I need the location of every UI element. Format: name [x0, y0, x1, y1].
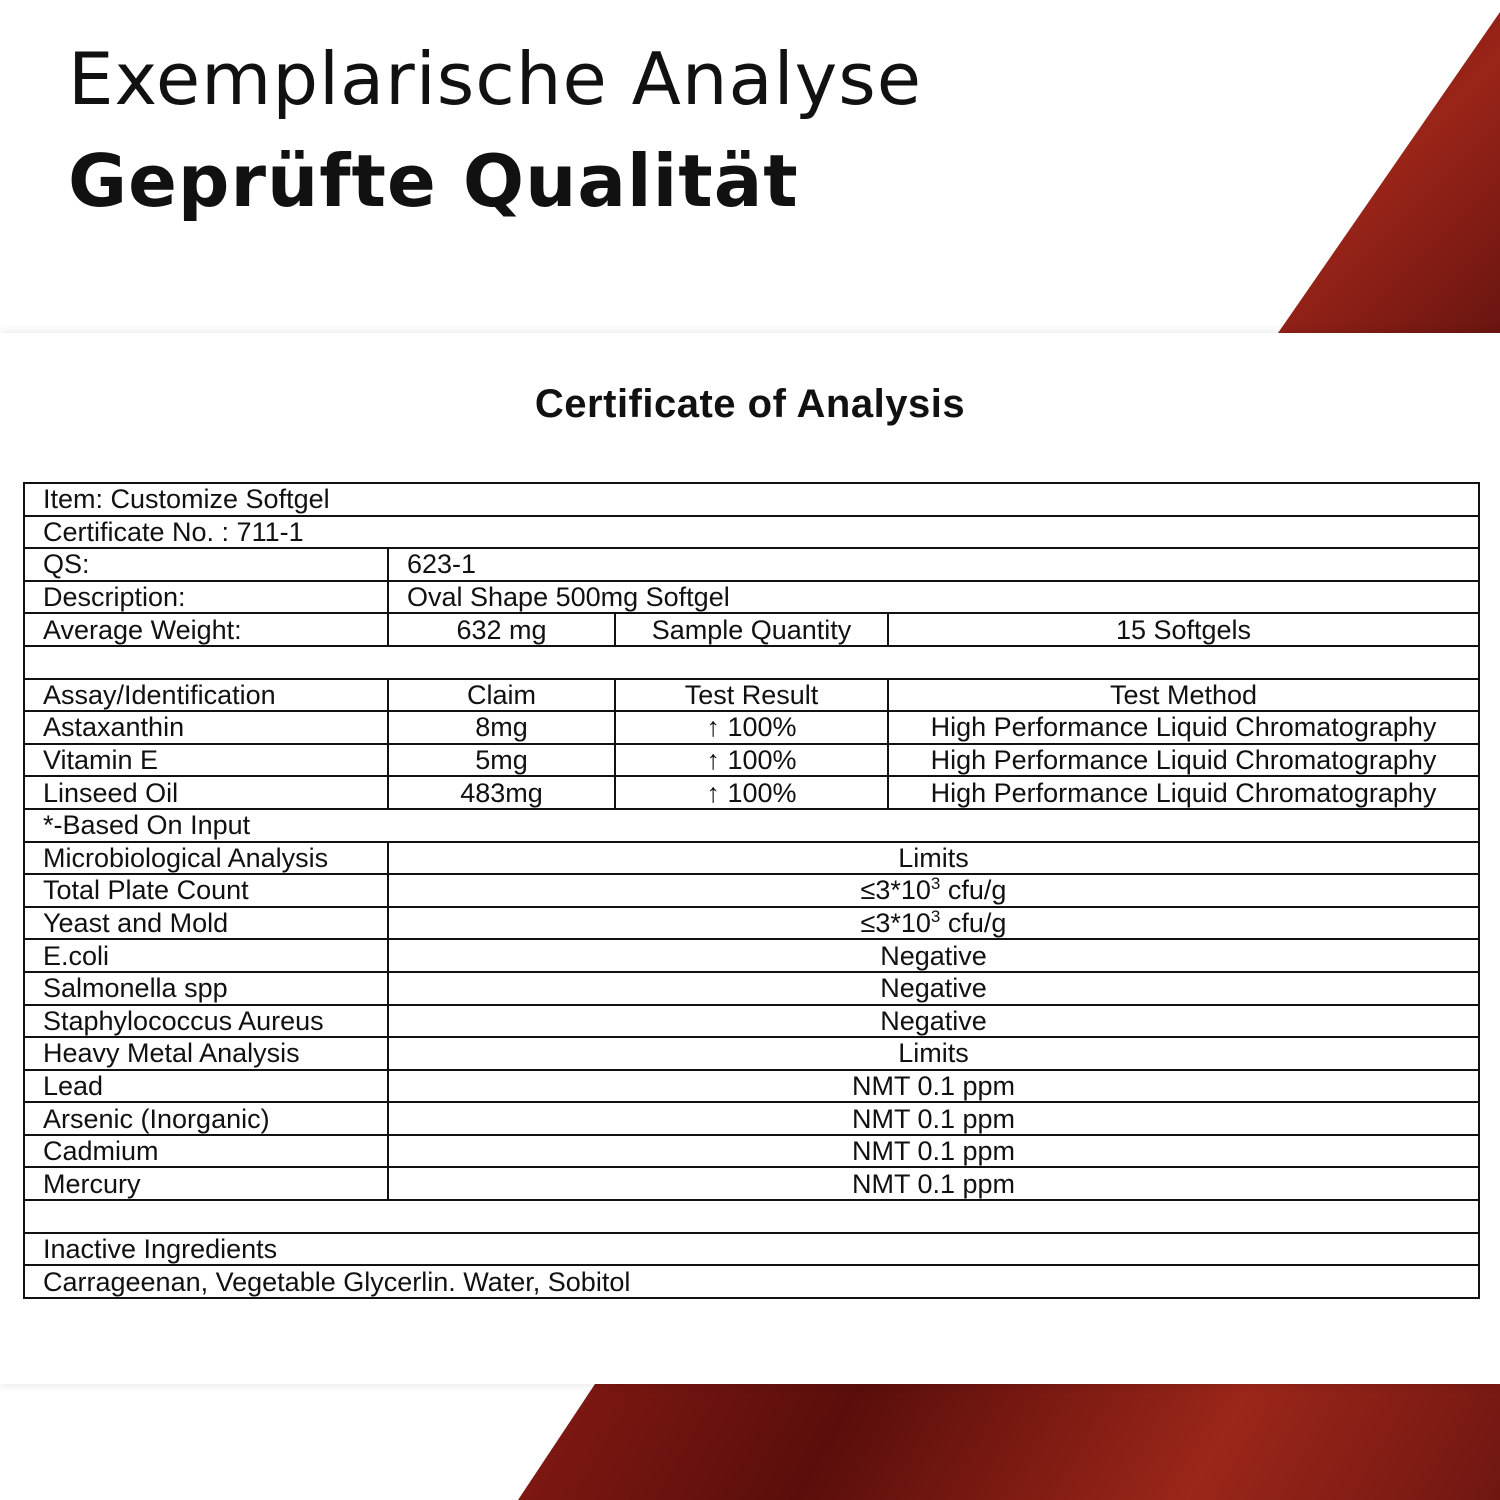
assay-claim: 5mg	[388, 744, 615, 777]
test-name: Staphylococcus Aureus	[24, 1005, 388, 1038]
header-title: Exemplarische Analyse	[68, 37, 923, 121]
metal-name: Mercury	[24, 1167, 388, 1200]
metal-limit: NMT 0.1 ppm	[388, 1135, 1479, 1168]
test-limit: $\le 3*10^3$ cfu/g	[388, 874, 1479, 907]
header-subtitle: Geprüfte Qualität	[68, 139, 799, 223]
empty-cell	[24, 1200, 1479, 1233]
assay-row	[24, 776, 1479, 809]
micro-row	[24, 972, 1479, 1005]
description-label: Description:	[24, 581, 388, 614]
empty-cell	[24, 646, 1479, 679]
heavy-row	[24, 1070, 1479, 1103]
assay-claim: 8mg	[388, 711, 615, 744]
test-name: E.coli	[24, 939, 388, 972]
micro-row	[24, 907, 1479, 940]
heavy-row	[24, 1167, 1479, 1200]
assay-row	[24, 711, 1479, 744]
assay-header-row	[24, 679, 1479, 712]
assay-result: ↑ 100%	[615, 711, 888, 744]
section-label: Heavy Metal Analysis	[24, 1037, 388, 1070]
description-value: Oval Shape 500mg Softgel	[388, 581, 1479, 614]
section-limit: Limits	[388, 842, 1479, 875]
based-on-input-note: *-Based On Input	[24, 809, 1479, 842]
micro-row	[24, 939, 1479, 972]
column-header: Test Result	[615, 679, 888, 712]
decorative-red-band-bottom	[0, 1384, 1500, 1500]
table-row-empty	[24, 646, 1479, 679]
column-header: Assay/Identification	[24, 679, 388, 712]
sample-quantity-label: Sample Quantity	[615, 613, 888, 646]
metal-limit: NMT 0.1 ppm	[388, 1102, 1479, 1135]
micro-row	[24, 874, 1479, 907]
test-limit: Negative	[388, 939, 1479, 972]
metal-name: Lead	[24, 1070, 388, 1103]
test-limit: $\le 3*10^3$ cfu/g	[388, 907, 1479, 940]
table-row	[24, 1233, 1479, 1266]
assay-row	[24, 744, 1479, 777]
certificate-title: Certificate of Analysis	[534, 382, 966, 426]
assay-method: High Performance Liquid Chromatography	[888, 711, 1479, 744]
average-weight-value: 632 mg	[388, 613, 615, 646]
heavy-row	[24, 1135, 1479, 1168]
column-header: Claim	[388, 679, 615, 712]
assay-claim: 483mg	[388, 776, 615, 809]
assay-method: High Performance Liquid Chromatography	[888, 776, 1479, 809]
table-row	[24, 548, 1479, 581]
average-weight-label: Average Weight:	[24, 613, 388, 646]
table-row	[24, 483, 1479, 516]
table-row	[24, 809, 1479, 842]
assay-result: ↑ 100%	[615, 744, 888, 777]
table-row-empty	[24, 1200, 1479, 1233]
qs-label: QS:	[24, 548, 388, 581]
micro-header-row	[24, 842, 1479, 875]
test-limit: Negative	[388, 972, 1479, 1005]
assay-name: Vitamin E	[24, 744, 388, 777]
micro-row	[24, 1005, 1479, 1038]
test-name: Total Plate Count	[24, 874, 388, 907]
test-limit: Negative	[388, 1005, 1479, 1038]
sample-quantity-value: 15 Softgels	[888, 613, 1479, 646]
table-row	[24, 516, 1479, 549]
certificate-number-cell: Certificate No. : 711-1	[24, 516, 1479, 549]
item-cell: Item: Customize Softgel	[24, 483, 1479, 516]
metal-limit: NMT 0.1 ppm	[388, 1167, 1479, 1200]
heavy-header-row	[24, 1037, 1479, 1070]
assay-method: High Performance Liquid Chromatography	[888, 744, 1479, 777]
metal-name: Arsenic (Inorganic)	[24, 1102, 388, 1135]
column-header: Test Method	[888, 679, 1479, 712]
inactive-ingredients-label: Inactive Ingredients	[24, 1233, 1479, 1266]
table-row	[24, 1265, 1479, 1298]
certificate-table	[23, 482, 1480, 1299]
qs-value: 623-1	[388, 548, 1479, 581]
table-row	[24, 581, 1479, 614]
metal-name: Cadmium	[24, 1135, 388, 1168]
test-name: Yeast and Mold	[24, 907, 388, 940]
metal-limit: NMT 0.1 ppm	[388, 1070, 1479, 1103]
table-row	[24, 613, 1479, 646]
assay-result: ↑ 100%	[615, 776, 888, 809]
assay-name: Astaxanthin	[24, 711, 388, 744]
section-label: Microbiological Analysis	[24, 842, 388, 875]
section-limit: Limits	[388, 1037, 1479, 1070]
inactive-ingredients-value: Carrageenan, Vegetable Glycerlin. Water, Sobitol	[24, 1265, 1479, 1298]
heavy-row	[24, 1102, 1479, 1135]
test-name: Salmonella spp	[24, 972, 388, 1005]
assay-name: Linseed Oil	[24, 776, 388, 809]
